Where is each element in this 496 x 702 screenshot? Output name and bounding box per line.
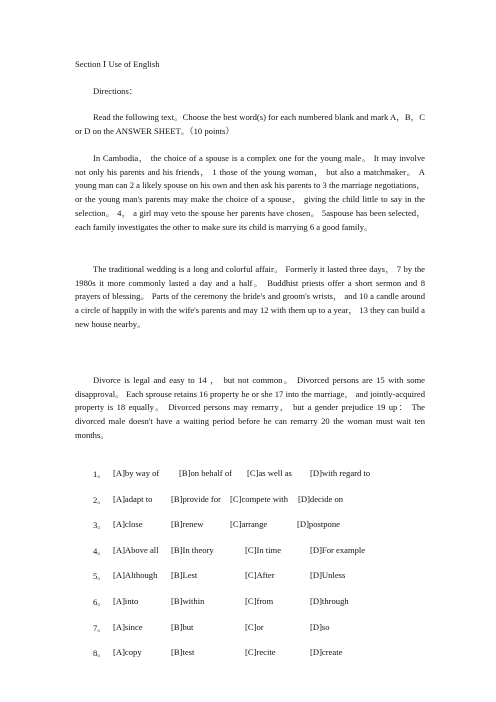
paragraph-divorce: Divorce is legal and easy to 14 ， but not common。 Divorced persons are 15 with some disapproval。 Each sprouse retains 16 property he or she 17 into the marriage， and jointly-acquired property is 18 equally。 Divorced persons may remarry， but a gender prejudice 19 up： The divorced male doesn't have a waiting period before he can remarry 20 the woman must wait ten months。: [75, 375, 425, 440]
question-number: 6。: [93, 596, 106, 607]
question-row: [93, 622, 370, 648]
option-c: [C]as well as: [247, 468, 292, 478]
question-number: 2。: [93, 494, 106, 505]
option-c: [C]recite: [245, 647, 276, 658]
question-row: [93, 519, 370, 545]
instructions-paragraph: [75, 111, 425, 138]
option-a: [A]Above all: [113, 544, 159, 555]
option-b: [B]within: [171, 595, 205, 606]
option-d: [D]postpone: [297, 519, 340, 530]
option-d: [D]with regard to: [310, 468, 371, 478]
option-b: [B]provide for: [171, 493, 221, 504]
section-title: Section Ⅰ Use of English: [75, 59, 160, 69]
option-b: [B]Lest: [171, 570, 198, 581]
passage-paragraph-2: [75, 263, 425, 332]
question-row: [93, 647, 370, 673]
option-d: [D]so: [310, 621, 330, 632]
option-d: [D]For example: [310, 544, 366, 555]
answer-options-list: [93, 468, 370, 673]
paragraph-instructions: Read the following text。Choose the best word(s) for each numbered blank and mark A，B，C or D on the ANSWER SHEET。（10 points）: [75, 112, 425, 136]
question-row: [93, 545, 370, 571]
question-number: 1。: [93, 469, 106, 479]
option-c: [C]from: [245, 595, 274, 606]
option-a: [A]by way of: [113, 468, 160, 478]
option-b: [B]but: [171, 621, 194, 632]
paragraph-spouse-choice: In Cambodia， the choice of a spouse is a complex one for the young male。 It may involve not only his parents and his friends， 1 those of the young woman， but also a matchmaker。 A young man can 2 a likely spouse on his own and then ask his parents to 3 the marriage negotiations， or the young man's parents may make the choice of a spouse， giving the child little to say in the selection。 4， a girl may veto the spouse her parents have chosen。 5aspouse has been selected， each family investigates the other to make sure its child is marrying 6 a good family。: [75, 153, 425, 232]
directions-label: Directions：: [93, 86, 138, 96]
option-d: [D]create: [310, 647, 343, 658]
option-b: [B]on behalf of: [179, 468, 232, 478]
option-d: [D]decide on: [298, 493, 344, 504]
question-row: [93, 468, 370, 494]
question-number: 8。: [93, 648, 106, 659]
option-c: [C]or: [245, 621, 264, 632]
question-row: [93, 570, 370, 596]
paragraph-wedding: The traditional wedding is a long and colorful affair。 Formerly it lasted three days， 7 by the 1980s it more commonly lasted a day and a half。 Buddhist priests offer a short sermon and 8 prayers of blessing。 Parts of the ceremony the bride's and groom's wrists， and 10 a candle around a circle of happily in with the wife's parents and may 12 with them up to a year， 13 they can build a new house nearby。: [75, 264, 425, 329]
option-b: [B]In theory: [171, 544, 214, 555]
option-a: [A]Although: [113, 570, 158, 581]
option-a: [A]since: [113, 621, 143, 632]
option-c: [C]In time: [245, 544, 282, 555]
option-c: [C]compete with: [230, 493, 288, 504]
passage-paragraph-3: [75, 374, 425, 443]
option-a: [A]into: [113, 595, 139, 606]
option-a: [A]adapt to: [113, 493, 153, 504]
question-row: [93, 494, 370, 520]
option-a: [A]close: [113, 519, 143, 530]
passage-paragraph-1: [75, 152, 425, 234]
question-number: 3。: [93, 520, 106, 531]
option-d: [D]through: [310, 595, 349, 606]
option-c: [C]After: [245, 570, 275, 581]
question-row: [93, 596, 370, 622]
question-number: 5。: [93, 571, 106, 582]
option-b: [B]test: [171, 647, 195, 658]
question-number: 7。: [93, 622, 106, 633]
option-c: [C]arrange: [230, 519, 268, 530]
option-a: [A]copy: [113, 647, 142, 658]
question-number: 4。: [93, 545, 106, 556]
option-b: [B]renew: [171, 519, 204, 530]
option-d: [D]Unless: [310, 570, 346, 581]
